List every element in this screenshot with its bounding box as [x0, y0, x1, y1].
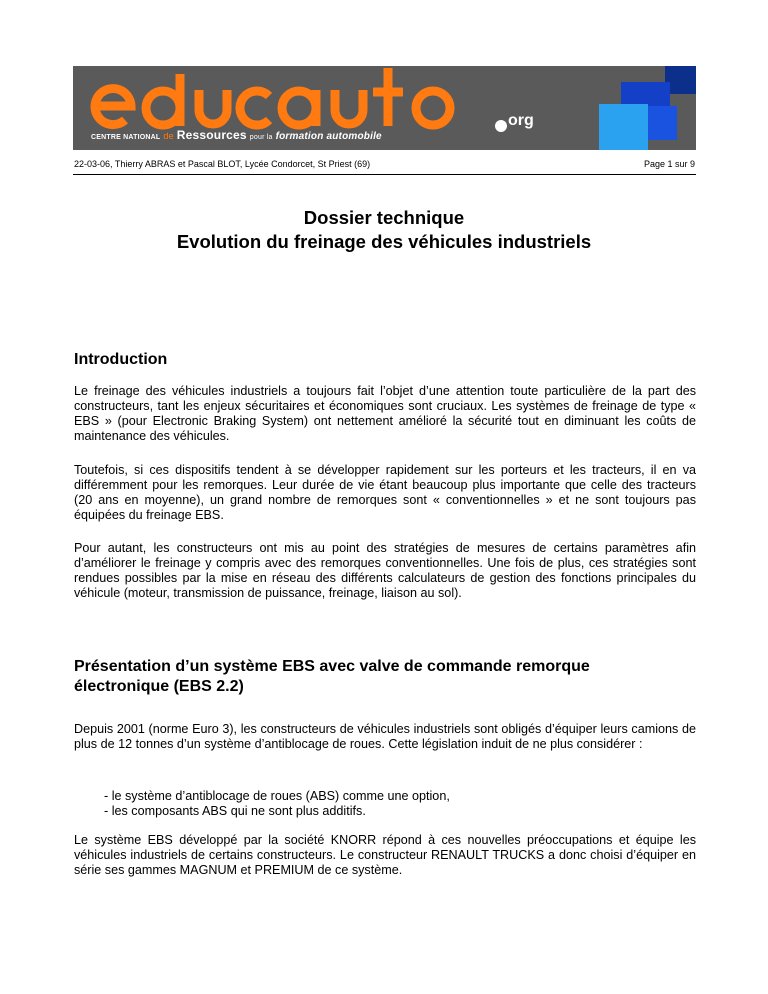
header-author: 22-03-06, Thierry ABRAS et Pascal BLOT, Lycée Condorcet, St Priest (69)	[74, 159, 371, 169]
page-number: Page 1 sur 9	[643, 159, 695, 169]
ebs-paragraph-2: Le système EBS développé par la société KNORR répond à ces nouvelles préoccupations et équipe les véhicules industriels de certains constructeurs. Le constructeur RENAULT TRUCKS a donc choisi d’équiper en série ses gammes MAGNUM et PREMIUM de ce système.	[74, 833, 696, 877]
list-item: - les composants ABS qui ne sont plus additifs.	[104, 804, 450, 819]
ebs-paragraph-1: Depuis 2001 (norme Euro 3), les constructeurs de véhicules industriels sont obligés d’équiper leurs camions de plus de 12 tonnes d’un système d’antiblocage de roues. Cette législation induit de ne plus considérer :	[74, 722, 696, 751]
document-subtitle: Evolution du freinage des véhicules industriels	[176, 231, 592, 252]
document-title: Dossier technique	[303, 207, 465, 228]
heading-ebs-line1: Présentation d’un système EBS avec valve de commande remorque	[74, 658, 590, 675]
list-item: - le système d’antiblocage de roues (ABS) comme une option,	[104, 789, 450, 804]
intro-paragraph-2: Toutefois, si ces dispositifs tendent à se développer rapidement sur les porteurs et les tracteurs, il en va différemment pour les remorques. Leur durée de vie étant beaucoup plus importante que celle des tracteurs (20 ans en moyenne), un grand nombre de remorques sont « conventionnelles » et ne sont toujours pas équipées du freinage EBS.	[74, 463, 696, 522]
heading-introduction: Introduction	[74, 351, 168, 368]
blue-square-cyan	[599, 104, 648, 150]
dot-org: org	[508, 112, 534, 129]
banner-tagline: CENTRE NATIONAL de Ressources pour la formation automobile	[91, 128, 382, 142]
header-divider	[73, 174, 696, 175]
intro-paragraph-1: Le freinage des véhicules industriels a toujours fait l’objet d’une attention toute particulière de la part des constructeurs, tant les enjeux sécuritaires et économiques sont cruciaux. Les systèmes de freinage de type « EBS » (pour Electronic Braking System) ont nettement amélioré la sécurité tout en diminuant les coûts de maintenance des véhicules.	[74, 384, 696, 443]
ebs-bullet-list	[104, 789, 450, 819]
educauto-banner	[73, 66, 696, 150]
intro-paragraph-3: Pour autant, les constructeurs ont mis au point des stratégies de mesures de certains paramètres afin d’améliorer le freinage y compris avec des remorques conventionnelles. Une fois de plus, ces stratégies sont rendues possibles par la mise en réseau des différents calculateurs de gestion des fonctions principales du véhicule (moteur, transmission de puissance, freinage, liaison au sol).	[74, 541, 696, 600]
heading-ebs-line2: électronique (EBS 2.2)	[74, 678, 244, 695]
blue-square-royal	[643, 106, 677, 140]
